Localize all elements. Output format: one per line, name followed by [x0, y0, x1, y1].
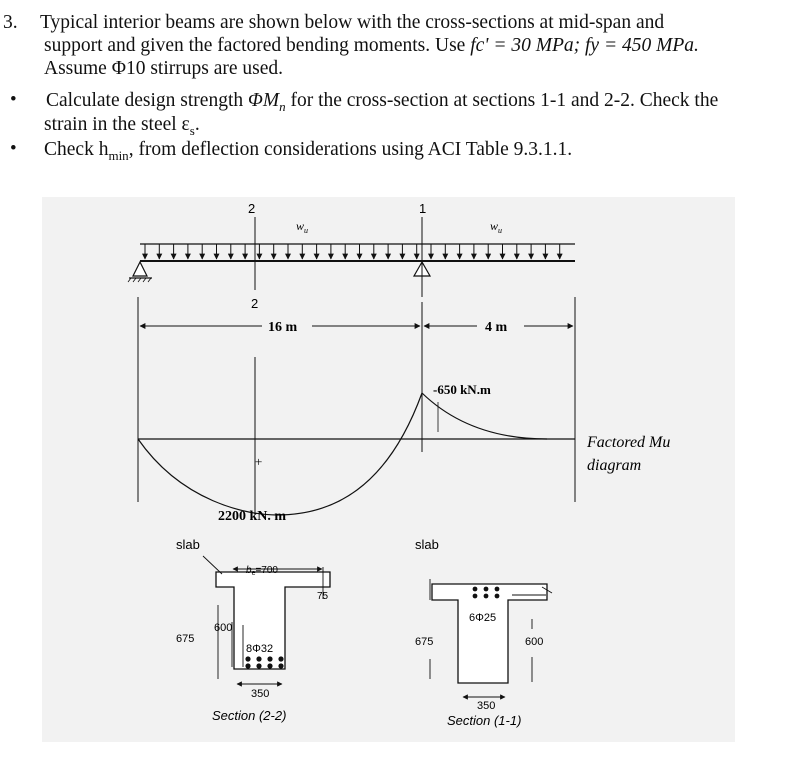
positive-moment-curve [138, 393, 422, 515]
rebar-dot [484, 594, 489, 599]
bullet-1-text: Calculate design strength $\Phi M_n$ for the cross-section at sections 1-1 and 2-2. Check the [46, 90, 719, 114]
section-2-mark-top: 2 [248, 201, 256, 216]
section-1-mark-top: 1 [419, 201, 427, 216]
bullet-1-marker: • [10, 89, 17, 110]
rebar-dot [484, 587, 489, 592]
negative-moment-label: -650 kN.m [433, 382, 491, 397]
moment-diagram [138, 357, 575, 515]
section-1-1-caption: Section (1-1) [447, 713, 522, 728]
load-label-right: $w_u$ [490, 219, 503, 235]
rebar-dot [267, 656, 272, 661]
span-short-label: 4 m [485, 320, 508, 335]
slab-label-2-2: slab [176, 537, 200, 552]
support-section-outline [432, 584, 547, 683]
flange-thickness-label: 75 [317, 591, 329, 602]
rebar-dot [245, 663, 250, 668]
bullet-2-text: Check $h_{min}$, from deflection considerations using ACI Table 9.3.1.1. [44, 139, 573, 163]
rebar-dot [267, 663, 272, 668]
pin-support-left [128, 262, 152, 282]
web-350-label-1: 350 [477, 700, 496, 712]
rebar-dot [256, 656, 261, 661]
section-2-mark-bottom: 2 [251, 296, 259, 311]
rebar-dot [278, 663, 283, 668]
rebar-dot [495, 594, 500, 599]
height-675-label-1: 675 [415, 636, 434, 648]
bars-6phi25-label: 6Φ25 [469, 612, 497, 624]
depth-600-label-2: 600 [214, 622, 233, 634]
negative-moment-curve [422, 393, 547, 439]
rebar-dot [495, 587, 500, 592]
web-350-label-2: 350 [251, 688, 270, 700]
slab-leader-2 [203, 556, 222, 574]
rebar-dot [278, 656, 283, 661]
problem-line-1: Typical interior beams are shown below with the cross-sections at mid-span and [40, 12, 665, 33]
bullet-2-marker: • [10, 138, 17, 159]
bars-8phi32-label: 8Φ32 [246, 643, 274, 655]
diagram-title-line1: Factored Mu [587, 434, 671, 451]
rebar-dot [245, 656, 250, 661]
flange-width-label: $b_e=700$ [246, 565, 278, 577]
problem-number: 3. [3, 12, 18, 33]
span-long-label: 16 m [268, 320, 298, 335]
height-675-label-2: 675 [176, 633, 195, 645]
rebar-dot [256, 663, 261, 668]
problem-line-3: Assume Φ10 stirrups are used. [44, 58, 284, 79]
beam-elevation [128, 217, 575, 297]
load-label-left: $w_u$ [296, 219, 309, 235]
beam-figure-svg [42, 197, 735, 742]
depth-600-label-1: 600 [525, 636, 544, 648]
rebar-dot [473, 594, 478, 599]
rebar-dot [473, 587, 478, 592]
slab-label-1-1: slab [415, 537, 439, 552]
span-dimensions [138, 297, 575, 502]
problem-line-2: support and given the factored bending moments. Use fc' = 30 MPa; fy = 450 MPa. [44, 35, 699, 56]
diagram-title-line2: diagram [587, 457, 642, 474]
section-2-2-caption: Section (2-2) [212, 708, 287, 723]
plus-sign: + [255, 454, 263, 469]
beam-figure [42, 197, 735, 742]
positive-moment-label: 2200 kN. m [218, 509, 287, 524]
bullet-1-text-cont: strain in the steel $\varepsilon_s$. [44, 114, 200, 138]
distributed-load-arrows [145, 244, 560, 259]
